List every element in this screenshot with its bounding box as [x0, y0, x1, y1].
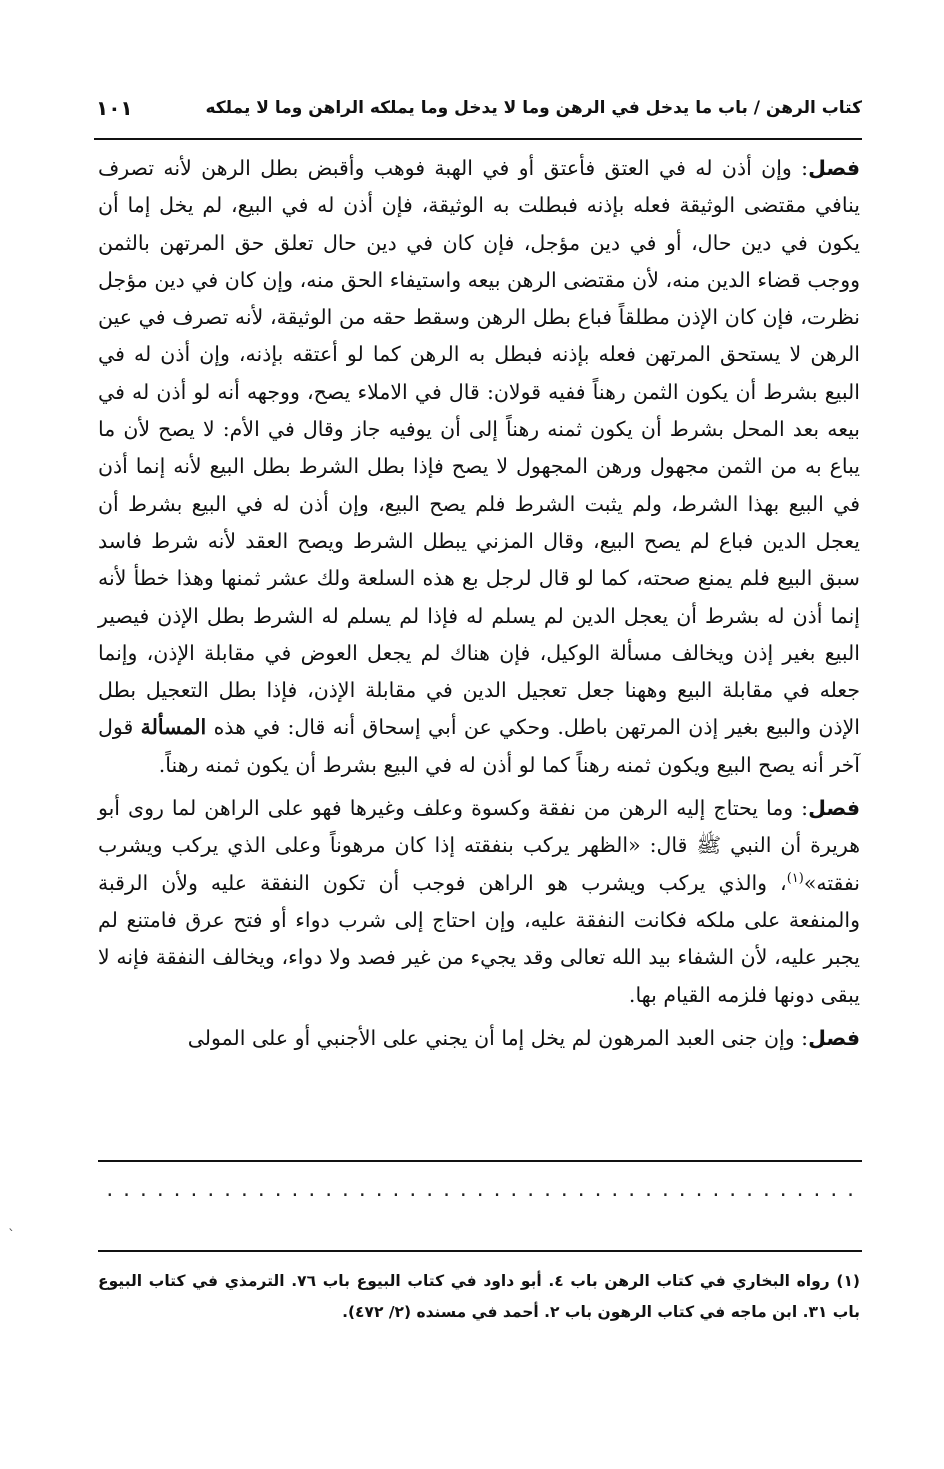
paragraph-text-tail: ، والذي يركب ويشرب هو الراهن فوجب أن تكون النفقة عليه ولأن الرقبة والمنفعة على ملكه فكانت النفقة عليه، وإن احتاج إلى شرب دواء أو فتح عرق فامتنع لم يجبر عليه، لأن الشفاء بيد الله تعالى وقد يجيء من غير فصد ولا دواء، ويخالف النفقة فإنه لا يبقى دونها فلزمه القيام بها. [98, 870, 860, 1007]
paragraph-text-tail: قول آخر أنه يصح البيع ويكون ثمنه رهناً كما لو أذن له في البيع بشرط أن يكون ثمنه رهناً. [98, 715, 860, 777]
margin-mark: ˋ [8, 1228, 15, 1244]
header-rule [94, 138, 862, 140]
section-lead: فصل [808, 156, 860, 180]
footnote-divider [98, 1250, 862, 1252]
running-header [96, 92, 862, 132]
section-divider [98, 1160, 862, 1162]
footnotes [98, 1266, 860, 1328]
paragraph-text: : وما يحتاج إليه الرهن من نفقة وكسوة وعلف وغيرها فهو على الراهن لما روى أبو هريرة أن النبي ﷺ قال: «الظهر يركب بنفقته إذا كان مرهوناً وعلى الذي يركب ويشرب نفقته» [98, 796, 860, 895]
footnote-ref[interactable]: (١) [786, 870, 804, 886]
paragraph-1 [98, 150, 860, 784]
header-title: كتاب الرهن / باب ما يدخل في الرهن وما لا يدخل وما يملكه الراهن وما لا يملكه [205, 98, 862, 118]
dotted-separator: ............................................. [104, 1180, 862, 1201]
main-text [98, 150, 860, 1057]
footnote-1: (١) رواه البخاري في كتاب الرهن باب ٤. أبو داود في كتاب البيوع باب ٧٦. الترمذي في كتاب البيوع باب ٣١. ابن ماجه في كتاب الرهون باب ٢. أحمد في مسنده (٢/ ٤٧٢). [98, 1272, 860, 1321]
page-number: ١٠١ [96, 96, 133, 120]
section-lead: فصل [808, 796, 860, 821]
paragraph-3 [98, 1020, 860, 1057]
section-lead: فصل [808, 1025, 860, 1050]
paragraph-text: : وإن أذن له في العتق فأعتق أو في الهبة فوهب وأقبض بطل الرهن لأنه تصرف ينافي مقتضى الوثيقة فعله بإذنه فبطلت به الوثيقة، فإن أذن له في البيع، لم يخل إما أن يكون في دين حال، أو في دين مؤجل، فإن كان في دين حال تعلق حق المرتهن بالثمن ووجب قضاء الدين منه، لأن مقتضى الرهن بيعه واستيفاء الحق منه، وإن كان في دين مؤجل نظرت، فإن كان الإذن مطلقاً فباع بطل الرهن وسقط حقه من الوثيقة، لأنه تصرف في عين الرهن لا يستحق المرتهن فعله بإذنه فبطل به الرهن كما لو أعتقه بإذنه، وإن أذن له في البيع بشرط أن يكون الثمن رهناً ففيه قولان: قال في الاملاء يصح، ووجهه أنه لو أذن له في بيعه بعد المحل بشرط أن يكون ثمنه رهناً إلى أن يوفيه جاز وقال في الأم: لا يصح لأن ما يباع به من الثمن مجهول ورهن المجهول لا يصح فإذا بطل الشرط بطل البيع لأنه إنما أذن في البيع بهذا الشرط، ولم يثبت الشرط فلم يصح البيع، وإن أذن له في البيع بشرط أن يعجل الدين فباع لم يصح البيع، وقال المزني يبطل الشرط ويصح العقد لأنه شرط فاسد سبق البيع فلم يمنع صحته، كما لو قال لرجل بع هذه السلعة ولك عشر ثمنها وهذا خطأ لأنه إنما أذن له بشرط أن يعجل الدين لم يسلم له فإذا لم يسلم له الشرط بطل الإذن فيصير البيع بغير إذن ويخالف مسألة الوكيل، فإن هناك لم يجعل العوض في مقابلة الإذن، وإنما جعله في مقابلة البيع وههنا جعل تعجيل الدين في مقابلة الإذن، فإذا بطل التعجيل بطل الإذن والبيع بغير إذن المرتهن باطل. وحكي عن أبي إسحاق أنه قال: في هذه [98, 156, 860, 740]
emphasized-word: المسألة [140, 715, 207, 740]
paragraph-text: : وإن جنى العبد المرهون لم يخل إما أن يجني على الأجنبي أو على المولى [187, 1025, 809, 1050]
paragraph-2 [98, 790, 860, 1014]
